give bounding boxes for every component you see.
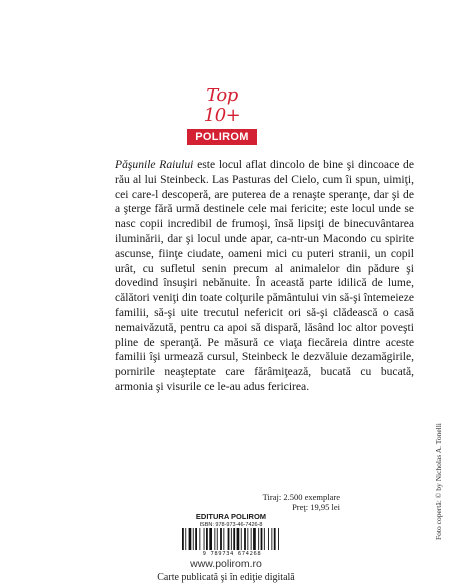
barcode-bar xyxy=(193,528,194,550)
barcode-bar xyxy=(251,528,252,550)
barcode-bar xyxy=(244,528,246,550)
barcode-bar xyxy=(185,528,186,550)
print-info xyxy=(180,492,340,512)
barcode-bar xyxy=(223,528,224,550)
barcode-bar xyxy=(231,528,232,550)
barcode-bar xyxy=(217,528,218,550)
barcode-bar xyxy=(228,528,230,550)
barcode-bar xyxy=(241,528,242,550)
barcode xyxy=(182,528,282,550)
digital-edition-note: Carte publicată şi în ediţie digitală xyxy=(157,572,295,583)
barcode-bar xyxy=(220,528,222,550)
barcode-bar xyxy=(204,528,205,550)
isbn: ISBN: 978-973-46-7426-8 xyxy=(199,522,263,528)
barcode-bar xyxy=(209,528,212,550)
publisher-badge: POLIROM xyxy=(187,129,257,145)
series-title: Top 10+ xyxy=(203,85,241,126)
photo-credit: Foto copertă: © by Nicholas A. Tonelli xyxy=(434,423,443,540)
back-cover-blurb xyxy=(115,158,414,395)
barcode-bar xyxy=(233,528,235,550)
barcode-bar xyxy=(237,528,240,550)
barcode-bar xyxy=(247,528,248,550)
print-run: Tiraj: 2.500 exemplare xyxy=(262,492,340,502)
barcode-bar xyxy=(268,528,269,550)
blurb-text: este locul aflat dincolo de bine şi dincoace de rău al lui Steinbeck. Las Pasturas del Cielo, cum îi spun, uimiţi, cei care-l descoperă, are puterea de a renaşte speranţe, dar şi de a şterge fără urmă destinele cele mai fericite; este locul unde se nasc copii incredibil de frumoşi, însă lipsiţi de binecuvântarea iluminării, dar şi locul unde apar, ca-ntr-un Macondo cu spirite ascunse, fiinţe ciudate, oameni mici cu puteri stranii, un copil urât, cu sufletul senin precum al animalelor din pădure şi dovedind însuşiri nebănuite. În această parte idilică de lume, călători veniţi din toate colţurile pământului vin să-şi întemeieze familii, să-şi uite trecutul nefericit ori să-şi clădească o casă nemaivăzută, pentru ca apoi să dispară, lăsând loc altor poveşti pline de speranţă. Pe măsură ce viaţa fiecăreia dintre aceste familii îşi urmează cursul, Steinbeck le dezvăluie dezamăgirile, pornirile neaşteptate care fărâmiţează, bucată cu bucată, armonia şi visurile ce le-au adus fericirea. xyxy=(115,158,415,393)
barcode-bar xyxy=(264,528,265,550)
barcode-bar xyxy=(206,528,208,550)
book-title: Păşunile Raiului xyxy=(115,158,194,171)
barcode-bar xyxy=(258,528,259,550)
barcode-bar xyxy=(261,528,263,550)
barcode-bar xyxy=(195,528,197,550)
series-logo xyxy=(187,86,257,145)
price: Preţ: 19,95 lei xyxy=(292,502,340,512)
barcode-bar xyxy=(271,528,272,550)
barcode-bar xyxy=(189,528,192,550)
publisher-website: www.polirom.ro xyxy=(190,558,262,570)
barcode-bar xyxy=(199,528,200,550)
barcode-bar xyxy=(253,528,256,550)
barcode-bar xyxy=(214,528,215,550)
barcode-digits: 9 789734 674268 xyxy=(202,551,262,557)
barcode-bar xyxy=(274,528,276,550)
barcode-bar xyxy=(278,528,279,550)
barcode-bar xyxy=(182,528,184,550)
publisher-imprint: EDITURA POLIROM xyxy=(195,512,267,521)
blurb-paragraph xyxy=(115,158,414,395)
